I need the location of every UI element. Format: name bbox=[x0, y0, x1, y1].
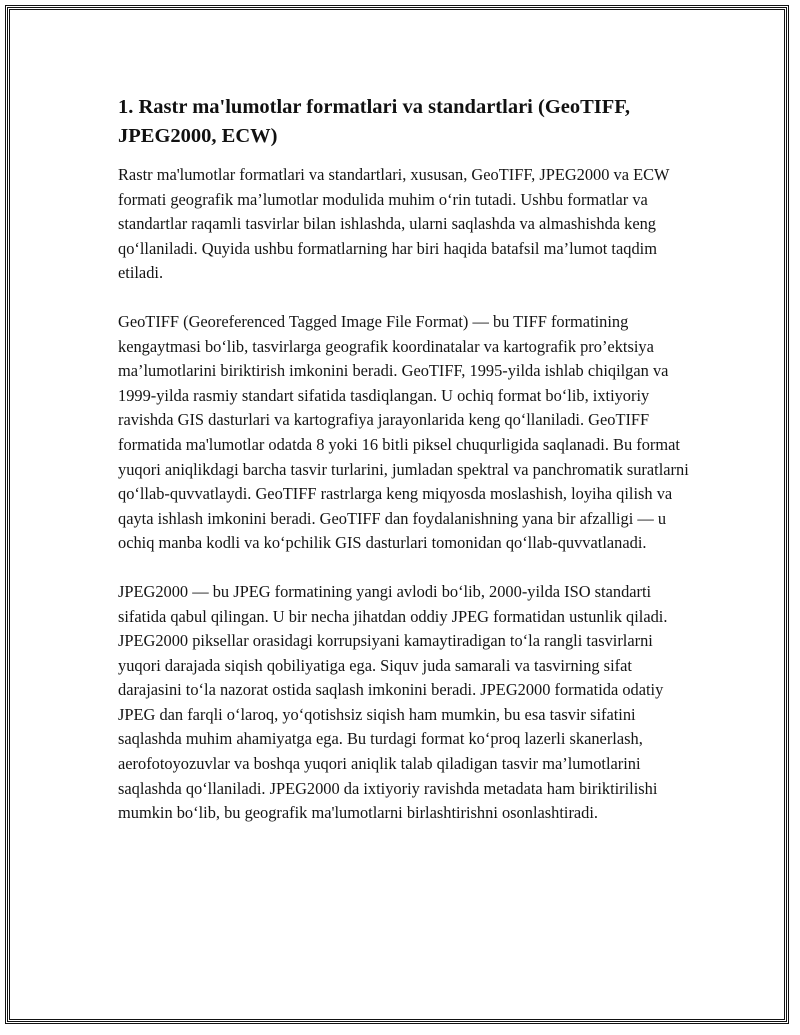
document-title: 1. Rastr ma'lumotlar formatlari va standartlari (GeoTIFF, JPEG2000, ECW) bbox=[118, 96, 631, 147]
document-body bbox=[118, 93, 690, 850]
paragraph-geotiff: GeoTIFF (Georeferenced Tagged Image File Format) — bu TIFF formatining kengaytmasi bo‘lib, tasvirlarga geografik koordinatalar va kartografik pro’ektsiya ma’lumotlarini biriktirish imkonini beradi. GeoTIFF, 1995-yilda ishlab chiqilgan va 1999-yilda rasmiy standart sifatida tasdiqlangan. U ochiq format bo‘lib, ixtiyoriy ravishda GIS dasturlari va kartografiya jarayonlarida keng qo‘llaniladi. GeoTIFF formatida ma'lumotlar odatda 8 yoki 16 bitli piksel chuqurligida saqlanadi. Bu format yuqori aniqlikdagi barcha tasvir turlarini, jumladan spektral va panchromatik suratlarni qo‘llab-quvvatlaydi. GeoTIFF rastrlarga keng miqyosda moslashish, loyiha qilish va qayta ishlash imkonini beradi. GeoTIFF dan foydalanishning yana bir afzalligi — u ochiq manba kodli va ko‘pchilik GIS dasturlari tomonidan qo‘llab-quvvatlanadi. bbox=[118, 311, 689, 553]
paragraph-jpeg2000: JPEG2000 — bu JPEG formatining yangi avlodi bo‘lib, 2000-yilda ISO standarti sifatida qabul qilingan. U bir necha jihatdan oddiy JPEG formatidan ustunlik qiladi. JPEG2000 piksellar orasidagi korrupsiyani kamaytiradigan to‘la rangli tasvirlarni yuqori darajada siqish qobiliyatiga ega. Siquv juda samarali va tasvirning sifat darajasini to‘la nazorat ostida saqlash imkonini beradi. JPEG2000 formatida odatiy JPEG dan farqli o‘laroq, yo‘qotishsiz siqish ham mumkin, bu esa tasvir sifatini saqlashda muhim ahamiyatga ega. Bu turdagi format ko‘proq lazerli skanerlash, aerofotoyozuvlar va boshqa yuqori aniqlik talab qiladigan tasvir ma’lumotlarini saqlashda qo‘llaniladi. JPEG2000 da ixtiyoriy ravishda metadata ham biriktirilishi mumkin bo‘lib, bu geografik ma'lumotlarni birlashtirishni osonlashtiradi. bbox=[118, 581, 668, 823]
paragraph-intro: Rastr ma'lumotlar formatlari va standartlari, xususan, GeoTIFF, JPEG2000 va ECW formati geografik ma’lumotlar modulida muhim o‘rin tutadi. Ushbu formatlar va standartlar raqamli tasvirlar bilan ishlashda, ularni saqlashda va almashishda keng qo‘llaniladi. Quyida ushbu formatlarning har biri haqida batafsil ma’lumot taqdim etiladi. bbox=[118, 165, 670, 283]
